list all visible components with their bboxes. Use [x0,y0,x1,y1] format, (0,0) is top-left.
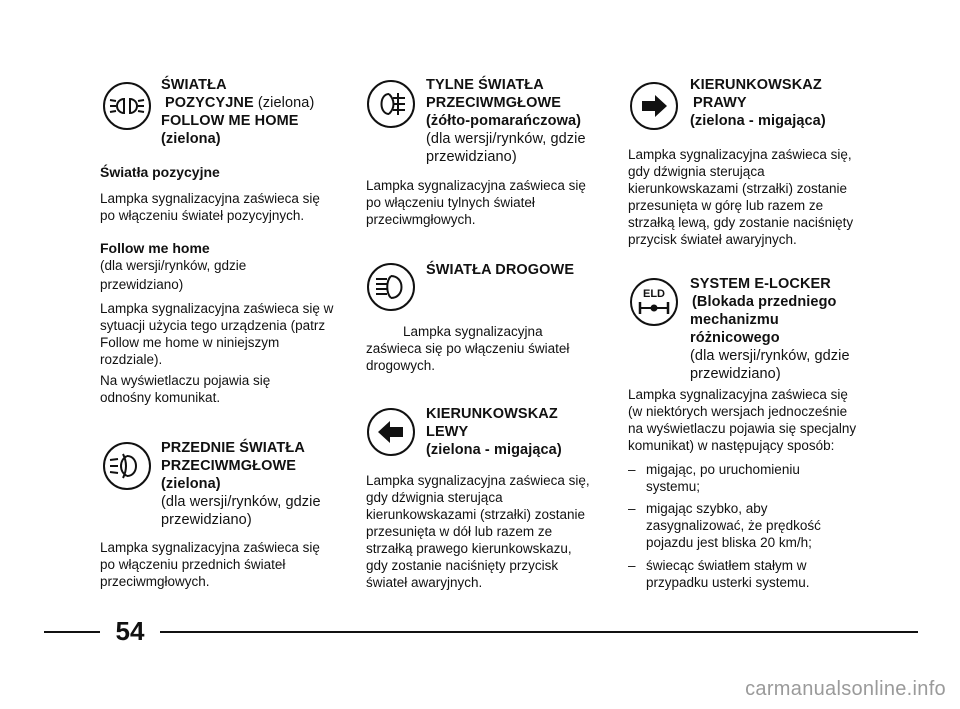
right-turn-text: Lampka sygnalizacyjna zaświeca się, gdy dźwignia sterująca kierunkowskazami (strzałki) zostanie przesunięta w górę lub razem ze strzałką lewą, gdy zostanie naciśnięty przycisk świateł awaryjnych. [628,147,854,247]
follow-me-home-note: (dla wersji/rynków, gdzie przewidziano) [100,258,247,292]
rear-fog-light-icon [367,80,415,128]
e-locker-title: SYSTEM E-LOCKER (Blokada przedniego mechanizmu różnicowego (dla wersji/rynków, gdzie przewidziano) [690,276,850,382]
rear-fog-title: TYLNE ŚWIATŁA PRZECIWMGŁOWE (żółto-pomarańczowa) (dla wersji/rynków, gdzie przewidziano) [426,77,586,165]
high-beam-icon [367,263,415,311]
page-number: 54 [115,616,145,646]
e-locker-list-item: – migając, po uruchomieniu systemu; [628,462,800,494]
front-fog-title: PRZEDNIE ŚWIATŁA PRZECIWMGŁOWE (zielona) (dla wersji/rynków, gdzie przewidziano) [161,440,321,528]
left-turn-text: Lampka sygnalizacyjna zaświeca się, gdy dźwignia sterująca kierunkowskazami (strzałki) zostanie przesunięta w dół lub razem ze strzałką prawego kierunkowskazu, gdy zostanie naciśnięty przycisk świateł awaryjnych. [366,473,590,590]
front-fog-light-icon [103,442,151,490]
e-locker-icon-label: ELD [643,288,665,300]
watermark[interactable]: carmanualsonline.info [745,678,946,700]
footer-rule-right [160,631,918,633]
right-arrow-icon [630,82,678,130]
e-locker-text: Lampka sygnalizacyjna zaświeca się (w niektórych wersjach jednocześnie na wyświetlaczu pojawia się specjalny komunikat) w następujący sposób: [628,387,857,453]
left-turn-title: KIERUNKOWSKAZ LEWY (zielona - migająca) [426,406,562,458]
position-lights-heading: Światła pozycyjne [100,164,220,180]
follow-me-home-text: Lampka sygnalizacyjna zaświeca się w sytuacji użycia tego urządzenia (patrz Follow me home w niniejszym rozdziale). [100,301,334,367]
e-locker-list-item: – świecąc światłem stałym w przypadku usterki systemu. [628,558,810,590]
high-beam-title: ŚWIATŁA DROGOWE [426,262,575,278]
left-arrow-icon [367,408,415,456]
display-message-text: Na wyświetlaczu pojawia się odnośny komunikat. [100,373,271,405]
position-lights-text: Lampka sygnalizacyjna zaświeca się po włączeniu świateł pozycyjnych. [100,191,320,223]
front-fog-text: Lampka sygnalizacyjna zaświeca się po włączeniu przednich świateł przeciwmgłowych. [100,540,320,589]
right-turn-title: KIERUNKOWSKAZ PRAWY (zielona - migająca) [690,77,826,129]
position-lights-title: ŚWIATŁA POZYCYJNE (zielona) FOLLOW ME HOME (zielona) [161,77,315,147]
footer-rule-left [44,631,100,633]
follow-me-home-heading: Follow me home [100,240,210,256]
position-lights-icon [103,82,151,130]
e-locker-icon [630,278,678,326]
high-beam-text: Lampka sygnalizacyjna zaświeca się po włączeniu świateł drogowych. [366,324,570,373]
rear-fog-text: Lampka sygnalizacyjna zaświeca się po włączeniu tylnych świateł przeciwmgłowych. [366,178,586,227]
e-locker-list-item: – migając szybko, aby zasygnalizować, że prędkość pojazdu jest bliska 20 km/h; [628,501,821,550]
